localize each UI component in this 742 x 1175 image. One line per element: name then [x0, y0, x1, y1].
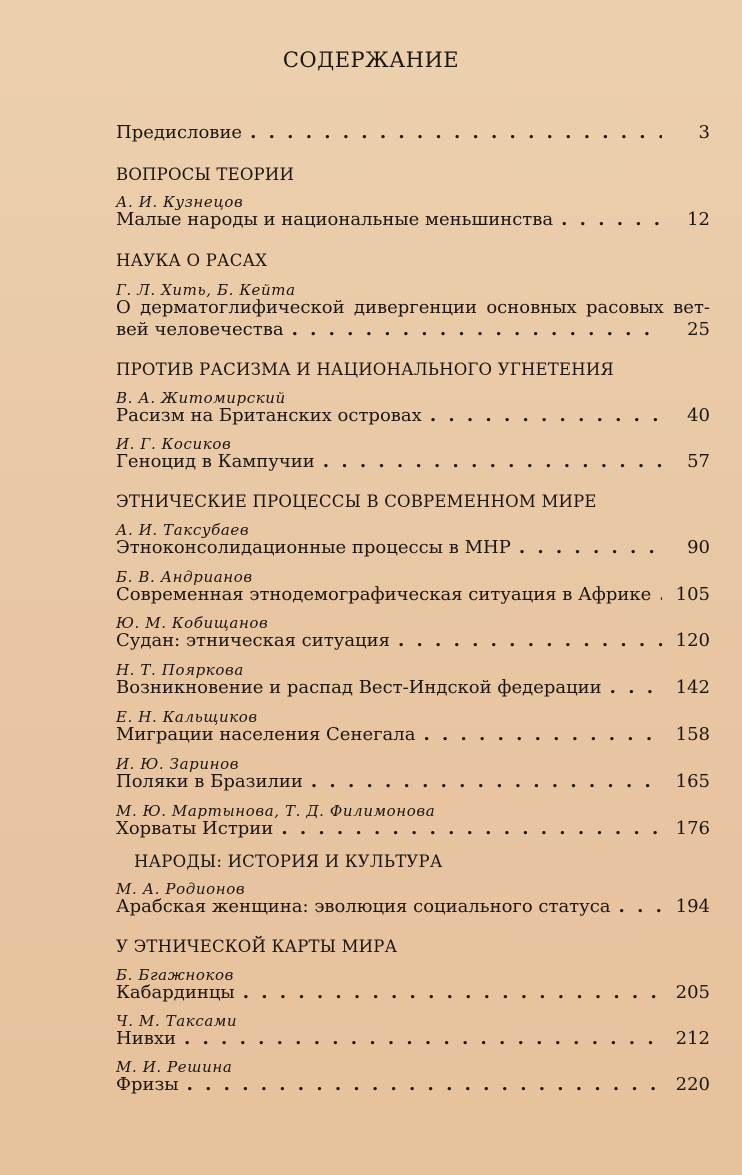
toc-entry	[116, 982, 710, 1004]
page-number: 25	[687, 319, 710, 340]
entry-title: Миграции населения Сенегала	[116, 724, 416, 745]
page-number: 142	[675, 677, 710, 698]
dot-leader	[610, 677, 662, 699]
page-number: 57	[687, 451, 710, 472]
page-number: 12	[687, 209, 710, 230]
entry-author: Ч. М. Таксами	[116, 1012, 238, 1030]
entry-author: Н. Т. Пояркова	[116, 661, 244, 679]
entry-title: Геноцид в Кампучии	[116, 451, 315, 472]
entry-title: Кабардинцы	[116, 982, 235, 1003]
page-number: 205	[675, 982, 710, 1003]
entry-author: И. Ю. Заринов	[116, 755, 240, 773]
page-number: 194	[675, 896, 710, 917]
entry-author: А. И. Кузнецов	[116, 193, 244, 211]
section-heading: ПРОТИВ РАСИЗМА И НАЦИОНАЛЬНОГО УГНЕТЕНИЯ	[116, 360, 614, 379]
entry-author: Г. Л. Хить, Б. Кейта	[116, 281, 296, 299]
dot-leader	[561, 209, 662, 231]
page-number: 3	[698, 122, 710, 143]
toc-entry	[116, 771, 710, 793]
entry-title: Арабская женщина: эволюция социального статуса	[116, 896, 611, 917]
section-heading: НАУКА О РАСАХ	[116, 251, 268, 270]
dot-leader	[423, 724, 662, 746]
entry-title: Малые народы и национальные меньшинства	[116, 209, 554, 230]
page-title: СОДЕРЖАНИЕ	[282, 48, 460, 72]
toc-entry	[116, 319, 710, 341]
entry-title: Судан: этническая ситуация	[116, 630, 390, 651]
toc-entry	[116, 724, 710, 746]
toc-entry	[116, 896, 710, 918]
entry-author: В. А. Житомирский	[116, 389, 286, 407]
section-heading: ЭТНИЧЕСКИЕ ПРОЦЕССЫ В СОВРЕМЕННОМ МИРЕ	[116, 492, 597, 511]
entry-author: М. И. Решина	[116, 1058, 233, 1076]
toc-entry	[116, 677, 710, 699]
entry-title: Расизм на Британских островах	[116, 405, 422, 426]
dot-leader	[519, 537, 662, 559]
page-number: 176	[675, 818, 710, 839]
page-number: 212	[675, 1028, 710, 1049]
dot-leader	[281, 818, 662, 840]
entry-author: Б. В. Андрианов	[116, 568, 253, 586]
page-number: 40	[687, 405, 710, 426]
dot-leader	[187, 1074, 662, 1096]
toc-entry	[116, 1074, 710, 1096]
dot-leader	[323, 451, 662, 473]
section-heading: У ЭТНИЧЕСКОЙ КАРТЫ МИРА	[116, 937, 398, 956]
entry-author: Ю. М. Кобищанов	[116, 614, 269, 632]
page-number: 158	[675, 724, 710, 745]
section-heading: ВОПРОСЫ ТЕОРИИ	[116, 165, 295, 184]
dot-leader	[243, 982, 662, 1004]
toc-entry	[116, 630, 710, 652]
toc-entry	[116, 405, 710, 427]
page-number: 105	[675, 584, 710, 605]
page-number: 220	[675, 1074, 710, 1095]
dot-leader	[619, 896, 662, 918]
toc-entry	[116, 584, 710, 606]
dot-leader	[311, 771, 662, 793]
page-number: 165	[675, 771, 710, 792]
dot-leader	[292, 319, 662, 341]
dot-leader	[398, 630, 662, 652]
entry-title: Поляки в Бразилии	[116, 771, 303, 792]
toc-entry	[116, 537, 710, 559]
toc-entry	[116, 1028, 710, 1050]
toc-entry	[116, 451, 710, 473]
entry-title: Предисловие	[116, 122, 243, 143]
section-heading: НАРОДЫ: ИСТОРИЯ И КУЛЬТУРА	[134, 852, 443, 871]
entry-author: Е. Н. Кальщиков	[116, 708, 258, 726]
entry-title: Фризы	[116, 1074, 179, 1095]
dot-leader	[430, 405, 662, 427]
page-number: 120	[675, 630, 710, 651]
entry-author: М. А. Родионов	[116, 880, 246, 898]
entry-author: И. Г. Косиков	[116, 435, 232, 453]
entry-title: Возникновение и распад Вест-Индской федерации	[116, 677, 602, 698]
dot-leader	[659, 584, 662, 606]
toc-entry	[116, 818, 710, 840]
entry-author: А. И. Таксубаев	[116, 521, 250, 539]
entry-title: Современная этнодемографическая ситуация в Африке	[116, 584, 652, 605]
dot-leader	[184, 1028, 662, 1050]
dot-leader	[250, 122, 662, 144]
entry-title-line: О дерматоглифической дивергенции основных расовых вет-	[116, 297, 710, 318]
entry-title: вей человечества	[116, 319, 284, 340]
page-number: 90	[687, 537, 710, 558]
entry-title: Нивхи	[116, 1028, 176, 1049]
toc-entry	[116, 209, 710, 231]
entry-author: Б. Бгажноков	[116, 966, 234, 984]
toc-entry-preface	[116, 122, 710, 144]
entry-title: Хорваты Истрии	[116, 818, 274, 839]
entry-author: М. Ю. Мартынова, Т. Д. Филимонова	[116, 802, 436, 820]
entry-title: Этноконсолидационные процессы в МНР	[116, 537, 511, 558]
